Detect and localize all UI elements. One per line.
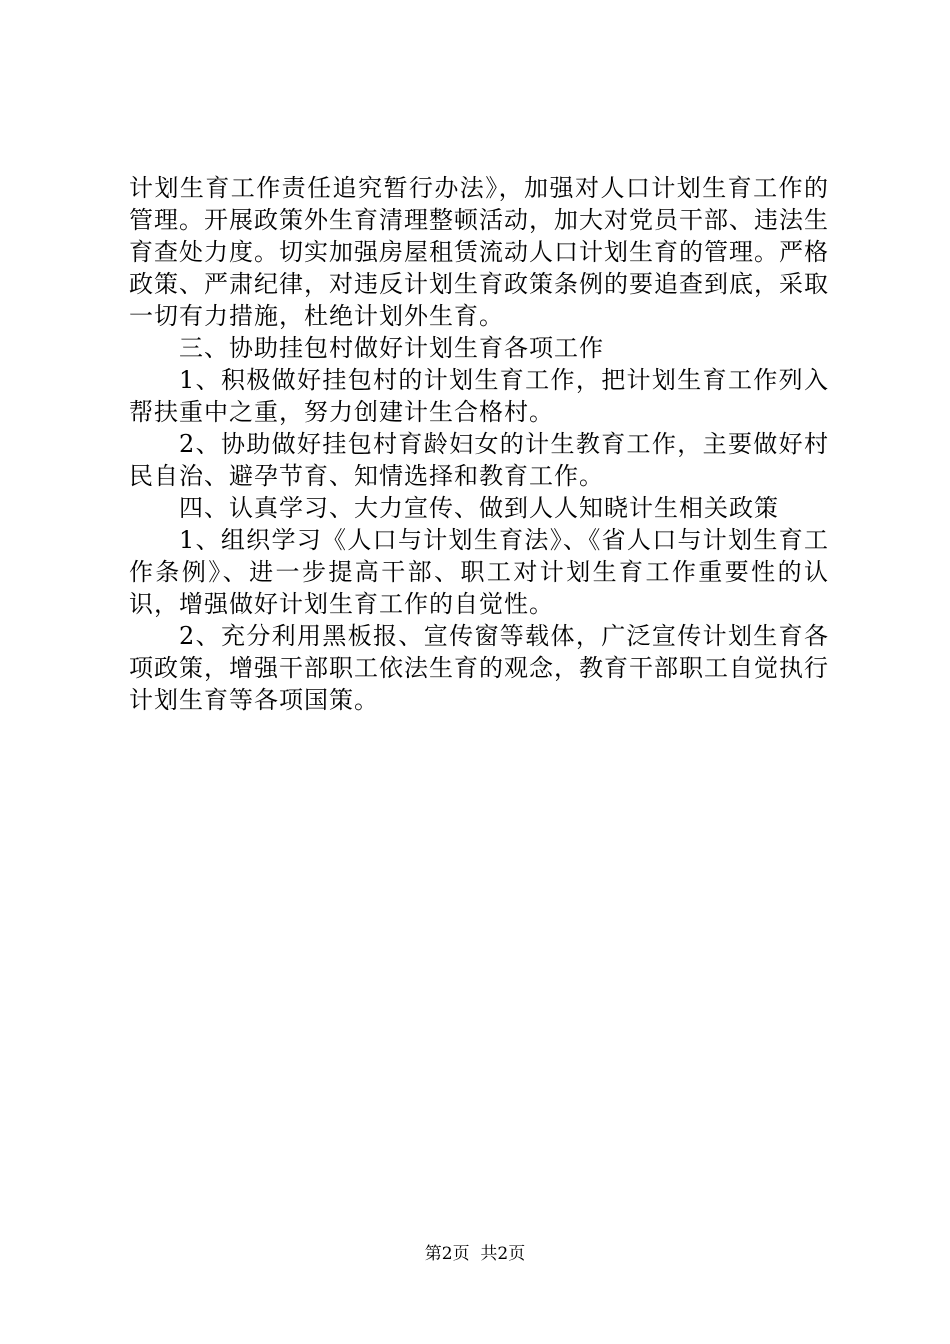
paragraph-item-3-1: 1、积极做好挂包村的计划生育工作，把计划生育工作列入帮扶重中之重，努力创建计生合格村。: [129, 366, 829, 426]
section-heading-three: 三、协助挂包村做好计划生育各项工作: [179, 334, 604, 362]
section-heading-four: 四、认真学习、大力宣传、做到人人知晓计生相关政策: [179, 494, 779, 522]
paragraph-continuation: 计划生育工作责任追究暂行办法》，加强对人口计划生育工作的管理。开展政策外生育清理整顿活动，加大对党员干部、违法生育查处力度。切实加强房屋租赁流动人口计划生育的管理。严格政策、严肃纪律，对违反计划生育政策条例的要追查到底，采取一切有力措施，杜绝计划外生育。: [129, 174, 829, 330]
paragraph-item-4-2: 2、充分利用黑板报、宣传窗等载体，广泛宣传计划生育各项政策，增强干部职工依法生育的观念，教育干部职工自觉执行计划生育等各项国策。: [129, 622, 829, 714]
paragraph-item-4-1: 1、组织学习《人口与计划生育法》、《省人口与计划生育工作条例》、进一步提高干部、职工对计划生育工作重要性的认识，增强做好计划生育工作的自觉性。: [129, 526, 829, 618]
paragraph-item-3-2: 2、协助做好挂包村育龄妇女的计生教育工作，主要做好村民自治、避孕节育、知情选择和教育工作。: [129, 430, 829, 490]
page-footer: [0, 1242, 950, 1266]
page-number-label: 第2页 共2页: [424, 1244, 526, 1264]
document-body: [129, 172, 829, 716]
